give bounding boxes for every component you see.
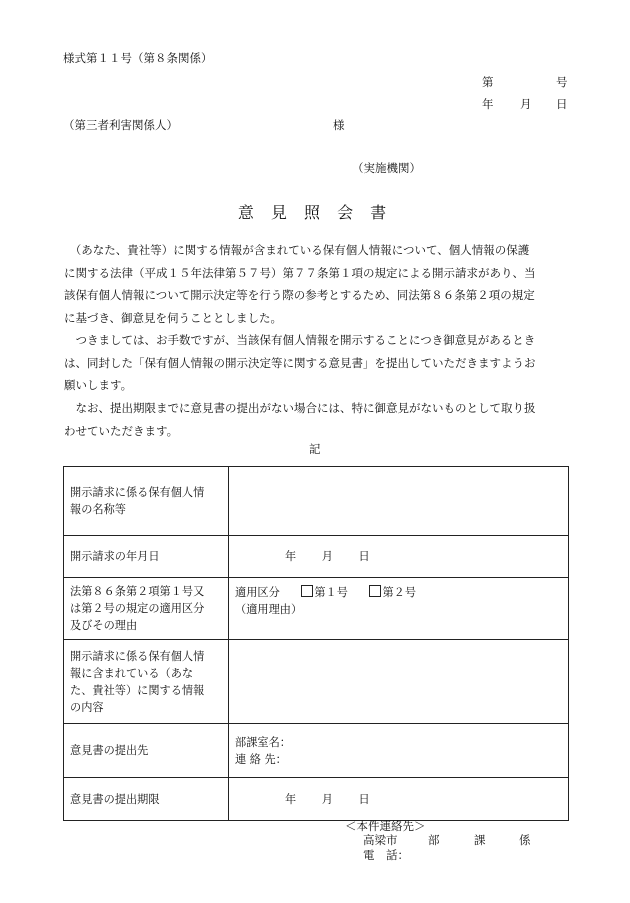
- table-row: [64, 467, 569, 536]
- body-paragraph-2: [64, 329, 569, 397]
- date-year: 年: [482, 97, 494, 111]
- body-line: 願いします。: [64, 378, 133, 392]
- addressee-label: （第三者利害関係人）: [63, 118, 178, 132]
- contact-kakari: 係: [519, 833, 531, 847]
- doc-number-go: 号: [556, 75, 568, 89]
- request-date-value[interactable]: 年 月 日: [229, 536, 569, 578]
- date-month: 月: [520, 97, 532, 111]
- ki-label: 記: [309, 442, 321, 456]
- table-row: [64, 578, 569, 640]
- body-line: わせていただきます。: [64, 423, 179, 438]
- category-label: 適用区分: [235, 586, 280, 599]
- info-table: [63, 466, 569, 821]
- info-name-value[interactable]: [229, 467, 569, 536]
- info-name-label: 開示請求に係る保有個人情 報の名称等: [64, 467, 229, 536]
- contact-bu: 部: [428, 833, 440, 847]
- contact-label: 連 絡 先：: [235, 752, 287, 766]
- contact-phone: 電 話：: [363, 848, 409, 862]
- applicable-category-label: 法第８６条第２項第１号又 は第２号の規定の適用区分 及びその理由: [64, 578, 229, 640]
- submission-destination-label: 意見書の提出先: [64, 724, 229, 778]
- info-content-value[interactable]: [229, 640, 569, 724]
- issuer-label: （実施機関）: [352, 161, 421, 175]
- table-row: [64, 724, 569, 778]
- addressee-honorific: 様: [333, 118, 345, 132]
- body-paragraph-1: [64, 239, 569, 329]
- contact-header: ＜本件連絡先＞: [345, 819, 426, 833]
- request-date-label: 開示請求の年月日: [64, 536, 229, 578]
- department-label: 部課室名：: [235, 735, 291, 749]
- body-line: （あなた、貴社等）に関する情報が含まれている保有個人情報について、個人情報の保護: [64, 243, 530, 257]
- submission-destination-value[interactable]: [229, 724, 569, 778]
- info-content-label: 開示請求に係る保有個人情 報に含まれている（あな た、貴社等）に関する情報 の内容: [64, 640, 229, 724]
- checkbox-icon: [369, 585, 381, 597]
- table-row: [64, 536, 569, 578]
- deadline-value[interactable]: 年 月 日: [229, 778, 569, 821]
- contact-ka: 課: [474, 833, 486, 847]
- body-paragraph-3: [64, 397, 569, 442]
- table-row: [64, 778, 569, 821]
- option-1-checkbox[interactable]: 第１号: [301, 586, 348, 599]
- contact-city: 高梁市: [363, 833, 398, 847]
- doc-number-dai: 第: [482, 75, 494, 89]
- checkbox-icon: [301, 585, 313, 597]
- applicable-category-value: [229, 578, 569, 640]
- option-2-checkbox[interactable]: 第２号: [369, 586, 416, 599]
- reason-label: （適用理由）: [235, 603, 303, 616]
- body-line: に基づき、御意見を伺うこととしました。: [64, 310, 283, 325]
- body-line: なお、提出期限までに意見書の提出がない場合には、特に御意見がないものとして取り扱: [64, 401, 536, 415]
- body-line: は、同封した「保有個人情報の開示決定等に関する意見書」を提出していただきますようお: [64, 355, 536, 370]
- date-day: 日: [556, 97, 568, 111]
- document-title: 意 見 照 会 書: [237, 203, 393, 222]
- body-line: に関する法律（平成１５年法律第５７号）第７７条第１項の規定による開示請求があり、当: [64, 265, 536, 280]
- body-line: つきましては、お手数ですが、当該保有個人情報を開示することにつき御意見があるとき: [64, 333, 536, 347]
- deadline-label: 意見書の提出期限: [64, 778, 229, 821]
- table-row: [64, 640, 569, 724]
- form-number: 様式第１１号（第８条関係）: [63, 51, 213, 65]
- body-line: 該保有個人情報について開示決定等を行う際の参考とするため、同法第８６条第２項の規定: [64, 288, 535, 302]
